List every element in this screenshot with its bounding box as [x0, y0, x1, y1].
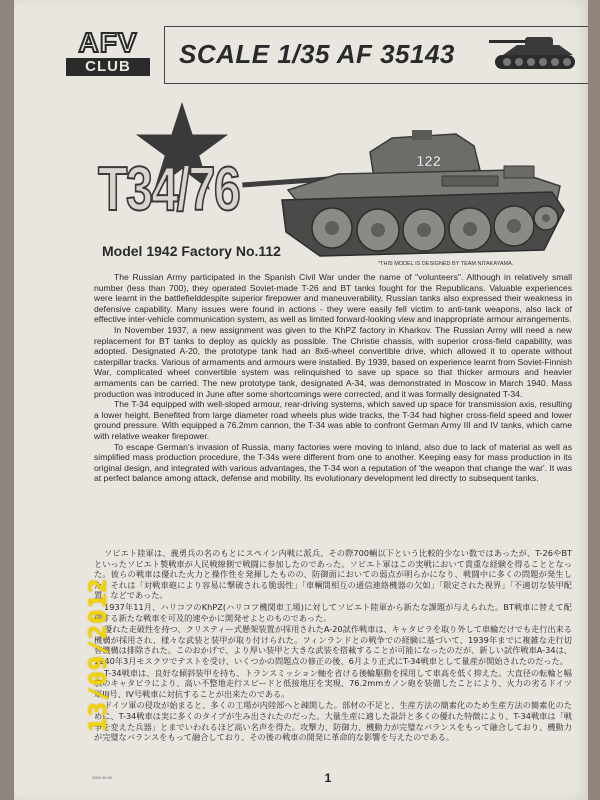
japanese-paragraph: ドイツ軍の侵攻が始まると、多くの工場が内陸部へと疎開した。部材の不足と、生産方法の簡素化のため生産方法の簡素化のために、T-34戦車は実に多くのタイプが生み出されたのだった。大量生産に適した設計と多くの優れた特徴により、T-34戦車は「戦争を変えた兵器」とまでいわれるほど高い名声を得た。攻撃力、防御力、機動力が完璧なバランスをもって融合しており、機動力が完璧なバランスをもって融合しており、その後の戦車の開発に革命的な影響を与えたのである。 — [94, 700, 572, 743]
designer-credit: *THIS MODEL IS DESIGNED BY TEAM NITAKAYAMA. — [378, 261, 514, 267]
japanese-paragraph: 1937年11月、ハリコフのKhPZ(ハリコフ機関車工場)に対してソビエト陸軍から新たな課題が与えられた。BT戦車に替えて配備する新たな戦車を可及的速やかに開発せよとのものであった。 — [94, 601, 572, 623]
japanese-paragraph: ソビエト陸軍は、義勇兵の名のもとにスペイン内戦に派兵、その際700輌以下という比較的少ない数ではあったが、T-26やBTといったソビエト製戦車が人民戦線側で戦闘に参加したのであった。ソビエト軍はこの実戦において貴重な経験を得ることとなった。彼らの戦車は優れた火力と操作性を発揮したものの、防御面においての弱点が明らかになり、戦闘中に多くの問題が発生した。それは「対戦車砲により容易に撃破される脆弱性」「車輌間相互の通信連絡機器の欠如」「限定された視界」「不適切な装甲配置」などであった。 — [94, 548, 572, 601]
model-subtitle: Model 1942 Factory No.112 — [102, 243, 281, 259]
hero-title: T34/76 — [98, 155, 240, 224]
logo-bottom-text: CLUB — [66, 58, 150, 76]
turret-number: 122 — [416, 153, 442, 170]
header-tank-icon — [489, 33, 585, 77]
english-paragraph: The T-34 equipped with well-sloped armour, rear-driving systems, which saved up space for transmission axis, resulting a lower height. Benefited from large diameter road wheels plus wide tracks, the T-34 had higher cross-field speed and lower ground pressure. With equipped a 76.2mm cannon, the T-34 was able to confront German Army III and IV tanks, which came with relative weaker firepower. — [94, 399, 572, 441]
camera-date-stamp: 13/09/2012 — [84, 577, 112, 732]
scale-title: SCALE 1/35 AF 35143 — [179, 39, 455, 69]
page-number: 1 — [324, 771, 332, 785]
english-paragraph: In November 1937, a new assignment was given to the KhPZ factory in Kharkov. The Russian Army will need a new replacement for BT tanks to deploy as quickly as possible. The Christie chassis, with superior cross-field capability, was adopted. Designated A-20, the prototype tank had an 8x6-wheel convertible drive, which allowed it to operate without caterpillar tracks. Various of armaments and armours were installed. By 1939, based on experience learnt from Soviet-Finnish War, complicated wheel convertible system was relinquished to save up space so that thicker armours and heavier armaments can be carried. The new prototype tank, designated A-34, was demonstrated in Moscow in March 1940. Mass production was introduced in June after some shortcomings were corrected, and it was formally designated T-34. — [94, 324, 572, 399]
scale-header-box — [164, 26, 588, 84]
t34-tank-illustration — [242, 100, 572, 260]
japanese-paragraph: T-34戦車は、良好な傾斜装甲を持ち、トランスミッション軸を省ける後輪駆動を採用して車高を低く抑えた。大直径の転輪と幅広のキャタピラにより、高い不整地走行スピードと低接地圧を実現、76.2mmカノン砲を装備したことにより、火力の劣るドイツ軍III号、IV号戦車に対抗することが出来たのである。 — [94, 667, 572, 699]
english-paragraph: The Russian Army participated in the Spanish Civil War under the name of "volunteers". Although in relatively small number (less than 700), they operated Soviet-made T-26 and BT tanks fought for the Republicans. Valuable experiences were learnt in the battlefielddespite superior firepower and maneuverability, Russian tanks also expressed their weakness in defensive capability. Many issues were found in actions - they were easily fell victim to anti-tank weapons, also lack of effective inter-vehicle communication system, as well as limited forward-looking view and inappropriate armour arrangements. — [94, 272, 572, 325]
english-history-text — [94, 272, 572, 542]
afv-club-logo — [62, 28, 154, 76]
print-code: 0000 00.00 — [92, 775, 113, 780]
japanese-history-text — [94, 548, 572, 762]
logo-top-text: AFV — [78, 27, 138, 58]
english-paragraph: To escape German's invasion of Russia, many factories were moving to inland, also due to lack of material as well as simplified mass production procedure, the T-34s were different from one to another. Keeping easy for mass production in its original design, and integrated with various advantages, the T-34 won a reputation of 'the weapon that change the war'. It was at perfect balance among attack, defense and mobility. Its evolutionary development led directly to subsequent tanks. — [94, 441, 572, 484]
japanese-paragraph: 優れた走破性を持つ、クリスティー式懸架装置が採用されたA-20試作戦車は、キャタピラを取り外して車輪だけでも走行出来る機構が採用され、様々な武装と装甲が取り付けられた。フィンランドとの戦争での経験に基づいて、1939年までに複雑な走行切替機構は排除された。このおかげで、より厚い装甲と大きな武装を搭載することが可能になったのだが、新しい試作戦車A-34は、1940年3月モスクワでテストを受け、いくつかの問題点の修正の後、6月より正式にT-34戦車として量産が開始されたのだった。 — [94, 624, 572, 666]
